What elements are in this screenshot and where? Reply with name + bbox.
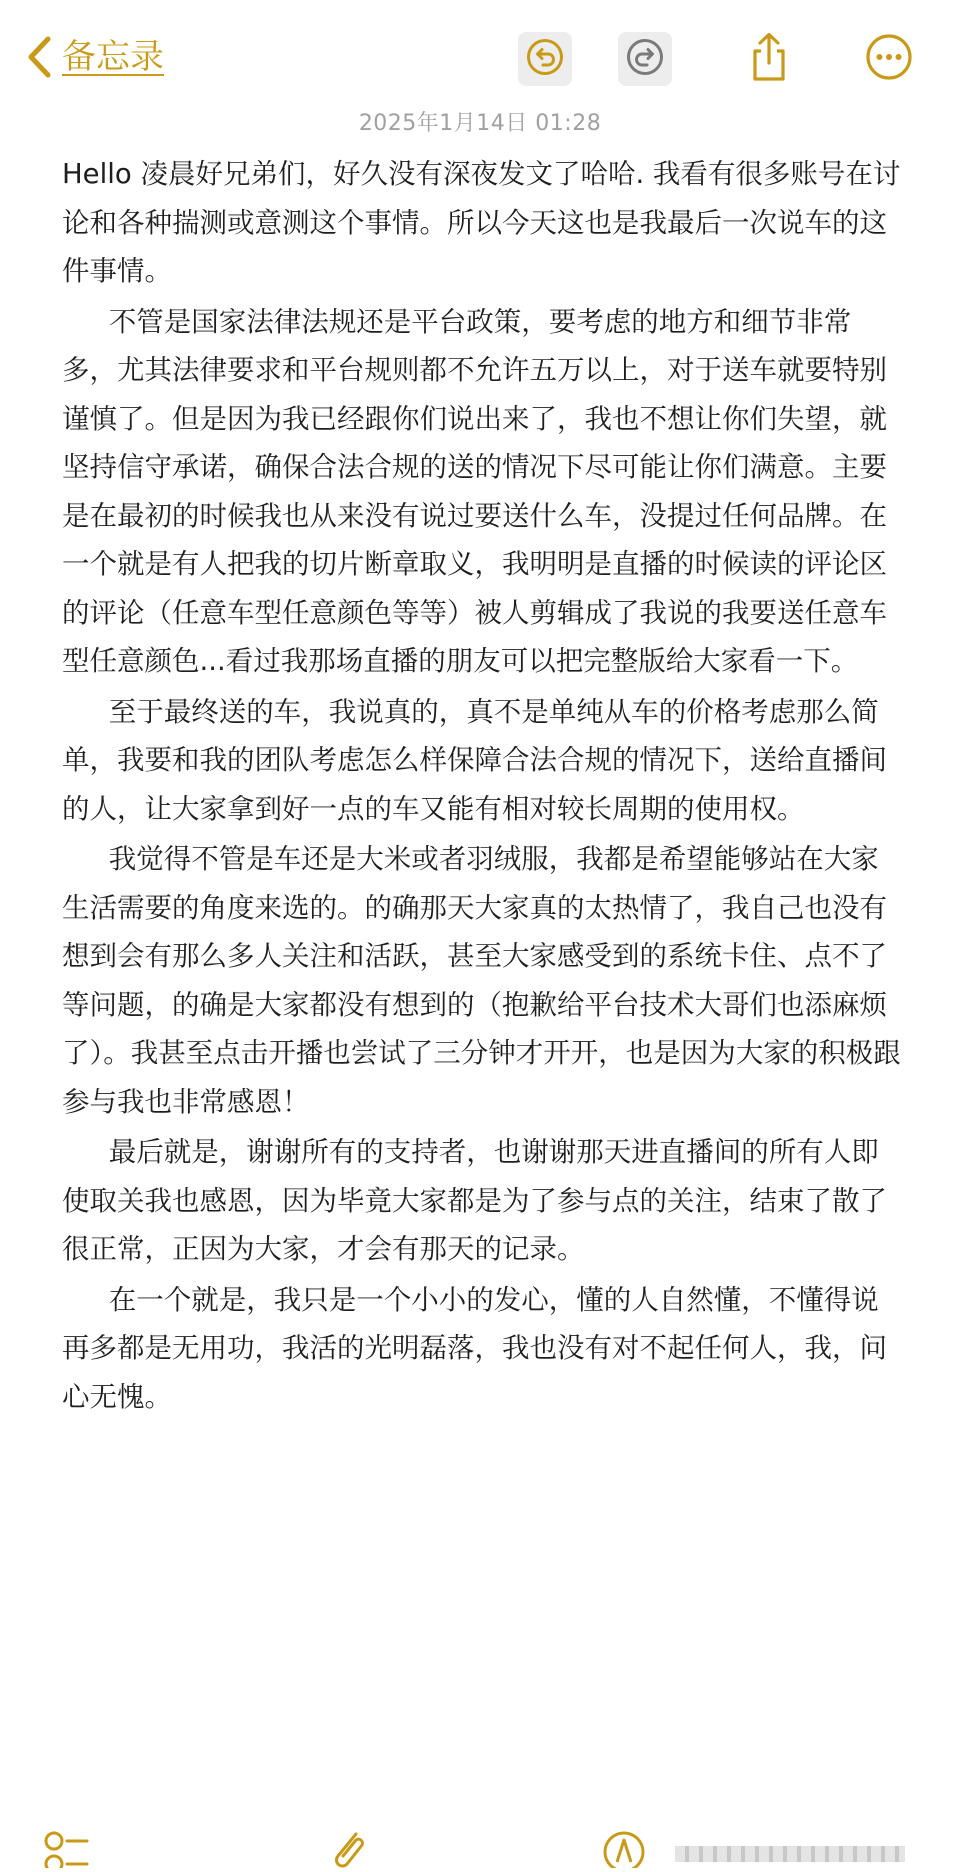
redo-icon	[625, 37, 665, 81]
undo-icon	[525, 37, 565, 81]
note-paragraph: 最后就是，谢谢所有的支持者，也谢谢那天进直播间的所有人即使取关我也感恩，因为毕竟大家都是为了参与点的关注，结束了散了很正常，正因为大家，才会有那天的记录。	[62, 1136, 887, 1265]
note-paragraph: Hello 凌晨好兄弟们，好久没有深夜发文了哈哈. 我看有很多账号在讨论和各种揣测或意测这个事情。所以今天这也是我最后一次说车的这件事情。	[62, 158, 901, 287]
attach-button[interactable]	[318, 1828, 378, 1868]
share-button[interactable]	[742, 32, 796, 86]
note-paragraph: 在一个就是，我只是一个小小的发心，懂的人自然懂，不懂得说再多都是无用功，我活的光明磊落，我也没有对不起任何人，我，问心无愧。	[62, 1283, 887, 1413]
chevron-left-icon	[26, 35, 52, 79]
undo-button[interactable]	[518, 32, 572, 86]
redo-button[interactable]	[618, 32, 672, 86]
markup-pen-icon	[600, 1828, 648, 1872]
top-toolbar	[0, 0, 960, 110]
checklist-button[interactable]	[38, 1828, 98, 1868]
markup-button[interactable]	[594, 1828, 654, 1868]
note-paragraph: 不管是国家法律法规还是平台政策，要考虑的地方和细节非常多，尤其法律要求和平台规则都不允许五万以上，对于送车就要特别谨慎了。但是因为我已经跟你们说出来了，我也不想让你们失望，就坚持信守承诺，确保合法合规的送的情况下尽可能让你们满意。主要是在最初的时候我也从来没有说过要送什么车，没提过任何品牌。在一个就是有人把我的切片断章取义，我明明是直播的时候读的评论区的评论（任意车型任意颜色等等）被人剪辑成了我说的我要送任意车型任意颜色...看过我那场直播的朋友可以把完整版给大家看一下。	[62, 305, 887, 677]
back-button[interactable]	[26, 32, 164, 82]
note-paragraph: 我觉得不管是车还是大米或者羽绒服，我都是希望能够站在大家生活需要的角度来选的。的确那天大家真的太热情了，我自己也没有想到会有那么多人关注和活跃，甚至大家感受到的系统卡住、点不了等问题，的确是大家都没有想到的（抱歉给平台技术大哥们也添麻烦了）。我甚至点击开播也尝试了三分钟才开开，也是因为大家的积极跟参与我也非常感恩！	[62, 843, 901, 1118]
more-button[interactable]	[862, 32, 916, 86]
more-icon	[865, 33, 913, 85]
note-body[interactable]	[62, 150, 904, 1423]
back-label: 备忘录	[62, 37, 164, 77]
paperclip-icon	[326, 1828, 370, 1872]
watermark-strip	[675, 1846, 905, 1862]
note-paragraph: 至于最终送的车，我说真的，真不是单纯从车的价格考虑那么简单，我要和我的团队考虑怎么样保障合法合规的情况下，送给直播间的人，让大家拿到好一点的车又能有相对较长周期的使用权。	[62, 695, 887, 825]
checklist-icon	[43, 1828, 93, 1872]
share-icon	[747, 31, 791, 87]
note-timestamp: 2025年1月14日 01:28	[358, 111, 602, 136]
